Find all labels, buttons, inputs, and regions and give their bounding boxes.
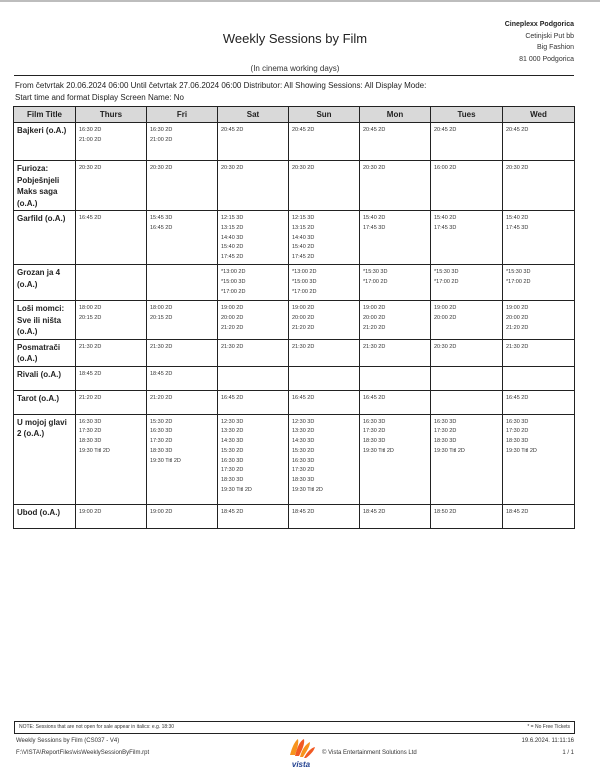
session-time: 20:30 2D <box>292 165 315 171</box>
table-row <box>14 390 575 414</box>
day-sessions-cell <box>147 265 218 301</box>
session-time: 17:45 2D <box>221 254 244 261</box>
session-time: 19:00 2D <box>506 305 529 311</box>
session-time: 20:00 2D <box>363 314 386 321</box>
day-sessions-cell <box>503 265 575 301</box>
session-time: *15:30 3D <box>506 269 531 275</box>
session-time: 14:30 3D <box>292 438 315 445</box>
day-sessions-cell <box>431 161 503 211</box>
day-sessions-cell <box>289 265 360 301</box>
session-time: 20:00 2D <box>506 314 529 321</box>
session-time: 16:30 3D <box>150 428 173 435</box>
session-time: 18:30 3D <box>221 477 244 484</box>
table-row <box>14 123 575 161</box>
day-sessions-cell <box>360 211 431 265</box>
report-subtitle: (In cinema working days) <box>250 64 340 73</box>
page-number: 1 / 1 <box>562 750 574 756</box>
session-time: 19:00 2D <box>434 305 457 311</box>
film-title-cell: Posmatrači (o.A.) <box>14 339 76 366</box>
hand-logo-icon <box>284 735 318 761</box>
header-row <box>14 107 575 123</box>
table-row <box>14 366 575 390</box>
column-header: Tues <box>431 107 503 123</box>
day-sessions-cell <box>431 366 503 390</box>
day-sessions-cell <box>289 414 360 504</box>
day-sessions-cell <box>218 390 289 414</box>
session-time: 17:30 2D <box>221 467 244 474</box>
session-time: 20:45 2D <box>221 127 244 133</box>
session-time: 21:00 2D <box>79 136 102 143</box>
day-sessions-cell <box>147 390 218 414</box>
session-time: 15:40 2D <box>221 244 244 251</box>
report-path: F:\VISTA\ReportFiles\visWeeklySessionByFilm.rpt <box>16 750 150 756</box>
day-sessions-cell <box>76 301 147 340</box>
column-header: Thurs <box>76 107 147 123</box>
filter-line: From četvrtak 20.06.2024 06:00 Until četvrtak 27.06.2024 06:00 Distributor: All Showing Sessions: All Display Mode: <box>15 81 427 90</box>
session-time: 18:30 3D <box>506 438 529 445</box>
day-sessions-cell <box>218 339 289 366</box>
table-row <box>14 265 575 301</box>
session-time: *15:00 3D <box>292 278 317 285</box>
day-sessions-cell <box>360 265 431 301</box>
session-time: 16:30 3D <box>363 418 386 425</box>
column-header: Mon <box>360 107 431 123</box>
day-sessions-cell <box>289 390 360 414</box>
day-sessions-cell <box>360 366 431 390</box>
session-time: 13:30 2D <box>221 428 244 435</box>
session-time: 12:30 3D <box>292 418 315 425</box>
session-time: 18:45 2D <box>221 508 244 515</box>
day-sessions-cell <box>431 123 503 161</box>
session-time: 16:45 2D <box>79 215 102 221</box>
day-sessions-cell <box>431 339 503 366</box>
session-time: 21:20 2D <box>79 394 102 401</box>
day-sessions-cell <box>503 504 575 528</box>
session-time: 19:30 Titl 2D <box>79 447 110 454</box>
day-sessions-cell <box>147 211 218 265</box>
cinema-name: Cineplexx Podgorica <box>504 21 574 28</box>
day-sessions-cell <box>147 414 218 504</box>
day-sessions-cell <box>503 123 575 161</box>
day-sessions-cell <box>503 390 575 414</box>
day-sessions-cell <box>76 161 147 211</box>
day-sessions-cell <box>431 301 503 340</box>
no-free-tickets-legend: * = No Free Tickets <box>527 724 570 730</box>
session-time: 18:30 3D <box>363 438 386 445</box>
report-name: Weekly Sessions by Film (CS037 - V4) <box>16 738 120 744</box>
copyright: © Vista Entertainment Solutions Ltd <box>322 750 417 756</box>
film-title-cell: Tarot (o.A.) <box>14 390 76 414</box>
day-sessions-cell <box>76 414 147 504</box>
session-time: 16:30 3D <box>221 457 244 464</box>
day-sessions-cell <box>431 390 503 414</box>
day-sessions-cell <box>289 123 360 161</box>
day-sessions-cell <box>289 366 360 390</box>
session-time: 19:00 2D <box>150 508 173 515</box>
session-time: 21:20 2D <box>150 394 173 401</box>
session-time: 21:20 2D <box>506 324 529 331</box>
session-time: 21:30 2D <box>79 343 102 350</box>
day-sessions-cell <box>503 161 575 211</box>
table-row <box>14 504 575 528</box>
day-sessions-cell <box>76 339 147 366</box>
day-sessions-cell <box>218 301 289 340</box>
column-header: Film Title <box>14 107 76 123</box>
session-time: 21:30 2D <box>221 343 244 350</box>
filter-summary <box>15 80 575 104</box>
session-time: 21:00 2D <box>150 136 173 143</box>
column-header: Sat <box>218 107 289 123</box>
address-line: Cetinjski Put bb <box>525 32 574 40</box>
session-time: 15:30 2D <box>150 418 173 425</box>
day-sessions-cell <box>289 504 360 528</box>
day-sessions-cell <box>431 504 503 528</box>
day-sessions-cell <box>431 265 503 301</box>
sessions-table <box>13 106 575 529</box>
session-time: 16:30 3D <box>506 418 529 425</box>
session-time: 16:45 2D <box>150 224 173 231</box>
session-time: 15:45 3D <box>150 215 173 221</box>
session-time: 18:45 2D <box>363 508 386 515</box>
column-header: Wed <box>503 107 575 123</box>
session-time: 20:30 2D <box>363 165 386 171</box>
day-sessions-cell <box>289 339 360 366</box>
top-border <box>0 0 600 2</box>
day-sessions-cell <box>503 211 575 265</box>
day-sessions-cell <box>147 366 218 390</box>
day-sessions-cell <box>218 161 289 211</box>
day-sessions-cell <box>360 301 431 340</box>
session-time: 17:30 2D <box>79 428 102 435</box>
session-time: 18:30 3D <box>434 438 457 445</box>
session-time: 17:30 2D <box>292 467 315 474</box>
session-time: 20:00 2D <box>434 314 457 321</box>
session-time: 20:45 2D <box>506 127 529 133</box>
session-time: 21:20 2D <box>292 324 315 331</box>
day-sessions-cell <box>289 301 360 340</box>
day-sessions-cell <box>76 211 147 265</box>
session-time: 20:15 2D <box>79 314 102 321</box>
session-time: 16:30 2D <box>79 127 102 133</box>
session-time: 17:45 2D <box>292 254 315 261</box>
filter-line: Start time and format Display Screen Name: No <box>15 93 184 102</box>
film-title-cell: Rivali (o.A.) <box>14 366 76 390</box>
day-sessions-cell <box>147 123 218 161</box>
session-time: 21:30 2D <box>150 343 173 350</box>
session-time: 18:45 2D <box>506 508 529 515</box>
session-time: 17:45 3D <box>434 224 457 231</box>
session-time: 13:30 2D <box>292 428 315 435</box>
day-sessions-cell <box>147 301 218 340</box>
film-title-cell: Furioza: Pobješnjeli Maks saga (o.A.) <box>14 161 76 211</box>
session-time: *15:30 3D <box>434 269 459 275</box>
day-sessions-cell <box>360 123 431 161</box>
day-sessions-cell <box>360 414 431 504</box>
header-divider <box>14 75 574 76</box>
session-time: 15:30 2D <box>221 447 244 454</box>
address-line: 81 000 Podgorica <box>519 55 574 63</box>
film-title-cell: Bajkeri (o.A.) <box>14 123 76 161</box>
session-time: *17:00 2D <box>434 278 459 285</box>
session-time: 19:30 Titl 2D <box>221 487 252 494</box>
session-time: 19:30 Titl 2D <box>150 457 181 464</box>
day-sessions-cell <box>76 123 147 161</box>
session-time: 14:40 3D <box>292 234 315 241</box>
film-title-cell: Loši momci: Sve ili ništa (o.A.) <box>14 301 76 340</box>
day-sessions-cell <box>360 161 431 211</box>
session-time: 12:15 3D <box>292 215 315 221</box>
day-sessions-cell <box>360 504 431 528</box>
session-time: 16:45 2D <box>221 394 244 401</box>
session-time: *17:00 2D <box>221 288 246 295</box>
session-time: *15:30 3D <box>363 269 388 275</box>
session-time: 21:20 2D <box>363 324 386 331</box>
film-title-cell: Grozan ja 4 (o.A.) <box>14 265 76 301</box>
session-time: 20:00 2D <box>292 314 315 321</box>
vista-logo <box>284 735 318 771</box>
session-time: 21:20 2D <box>221 324 244 331</box>
session-time: 20:15 2D <box>150 314 173 321</box>
session-time: 19:30 Titl 2D <box>363 447 394 454</box>
day-sessions-cell <box>76 366 147 390</box>
logo-text: vista <box>291 760 311 769</box>
session-time: 18:45 2D <box>292 508 315 515</box>
session-time: 19:30 Titl 2D <box>434 447 465 454</box>
day-sessions-cell <box>76 265 147 301</box>
column-header: Fri <box>147 107 218 123</box>
day-sessions-cell <box>431 211 503 265</box>
session-time: 13:15 2D <box>292 224 315 231</box>
day-sessions-cell <box>503 366 575 390</box>
report-title: Weekly Sessions by Film <box>222 31 368 46</box>
session-time: 17:30 2D <box>150 438 173 445</box>
day-sessions-cell <box>76 504 147 528</box>
session-time: *17:00 2D <box>292 288 317 295</box>
session-time: 18:30 3D <box>292 477 315 484</box>
day-sessions-cell <box>218 366 289 390</box>
day-sessions-cell <box>431 414 503 504</box>
session-time: 17:45 3D <box>363 224 386 231</box>
table-row <box>14 211 575 265</box>
day-sessions-cell <box>76 390 147 414</box>
session-time: 17:30 2D <box>506 428 529 435</box>
session-time: 20:00 2D <box>221 314 244 321</box>
session-time: 16:30 3D <box>79 418 102 425</box>
table-row <box>14 339 575 366</box>
italic-note: NOTE: Sessions that are not open for sale appear in italics: e.g. 18:30 <box>19 724 175 730</box>
session-time: 15:40 2D <box>506 215 529 221</box>
session-time: 14:30 3D <box>221 438 244 445</box>
session-time: 19:30 Titl 2D <box>506 447 537 454</box>
session-time: 12:15 3D <box>221 215 244 221</box>
session-time: 18:30 3D <box>79 438 102 445</box>
session-time: 16:30 3D <box>292 457 315 464</box>
film-title-cell: Garfild (o.A.) <box>14 211 76 265</box>
session-time: 18:30 3D <box>150 447 173 454</box>
session-time: 16:30 3D <box>434 418 457 425</box>
column-header: Sun <box>289 107 360 123</box>
session-time: 20:30 2D <box>506 165 529 171</box>
day-sessions-cell <box>503 339 575 366</box>
session-time: *13:00 2D <box>221 269 246 275</box>
session-time: 16:00 2D <box>434 165 457 171</box>
day-sessions-cell <box>218 414 289 504</box>
session-time: 17:30 2D <box>434 428 457 435</box>
session-time: 19:30 Titl 2D <box>292 487 323 494</box>
session-time: 20:45 2D <box>363 127 386 133</box>
session-time: 19:00 2D <box>363 305 386 311</box>
session-time: 16:45 2D <box>292 394 315 401</box>
day-sessions-cell <box>503 301 575 340</box>
session-time: 18:45 2D <box>79 370 102 377</box>
session-time: 16:45 2D <box>363 394 386 401</box>
session-time: 13:15 2D <box>221 224 244 231</box>
session-time: 19:00 2D <box>221 305 244 311</box>
session-time: *13:00 2D <box>292 269 317 275</box>
day-sessions-cell <box>218 504 289 528</box>
session-time: 20:30 2D <box>434 343 457 350</box>
cinema-address <box>505 19 574 65</box>
day-sessions-cell <box>289 161 360 211</box>
session-time: 21:30 2D <box>363 343 386 350</box>
session-time: 20:30 2D <box>79 165 102 171</box>
session-time: 18:00 2D <box>150 305 173 311</box>
session-time: 15:40 2D <box>363 215 386 221</box>
note-box <box>14 721 575 734</box>
session-time: 14:40 3D <box>221 234 244 241</box>
session-time: 18:00 2D <box>79 305 102 311</box>
session-time: 16:30 2D <box>150 127 173 133</box>
session-time: 19:00 2D <box>79 508 102 515</box>
day-sessions-cell <box>360 390 431 414</box>
session-time: 18:50 2D <box>434 508 457 515</box>
table-row <box>14 414 575 504</box>
table-row <box>14 301 575 340</box>
session-time: 15:40 2D <box>434 215 457 221</box>
session-time: *17:00 2D <box>363 278 388 285</box>
day-sessions-cell <box>147 504 218 528</box>
session-time: 18:45 2D <box>150 370 173 377</box>
session-time: 19:00 2D <box>292 305 315 311</box>
session-time: 17:45 3D <box>506 224 529 231</box>
print-timestamp: 19.6.2024. 11:11:16 <box>521 738 574 744</box>
session-time: 21:30 2D <box>292 343 315 350</box>
session-time: *15:00 3D <box>221 278 246 285</box>
day-sessions-cell <box>147 161 218 211</box>
day-sessions-cell <box>218 123 289 161</box>
session-time: 21:30 2D <box>506 343 529 350</box>
day-sessions-cell <box>218 211 289 265</box>
session-time: 20:45 2D <box>292 127 315 133</box>
session-time: 15:40 2D <box>292 244 315 251</box>
film-title-cell: U mojoj glavi 2 (o.A.) <box>14 414 76 504</box>
session-time: *17:00 2D <box>506 278 531 285</box>
session-time: 17:30 2D <box>363 428 386 435</box>
film-title-cell: Ubod (o.A.) <box>14 504 76 528</box>
table-row <box>14 161 575 211</box>
session-time: 16:45 2D <box>506 394 529 401</box>
address-line: Big Fashion <box>537 44 574 51</box>
session-time: 20:30 2D <box>150 165 173 171</box>
day-sessions-cell <box>360 339 431 366</box>
session-time: 20:30 2D <box>221 165 244 171</box>
session-time: 12:30 3D <box>221 418 244 425</box>
day-sessions-cell <box>289 211 360 265</box>
day-sessions-cell <box>147 339 218 366</box>
day-sessions-cell <box>503 414 575 504</box>
session-time: 15:30 2D <box>292 447 315 454</box>
day-sessions-cell <box>218 265 289 301</box>
session-time: 20:45 2D <box>434 127 457 133</box>
